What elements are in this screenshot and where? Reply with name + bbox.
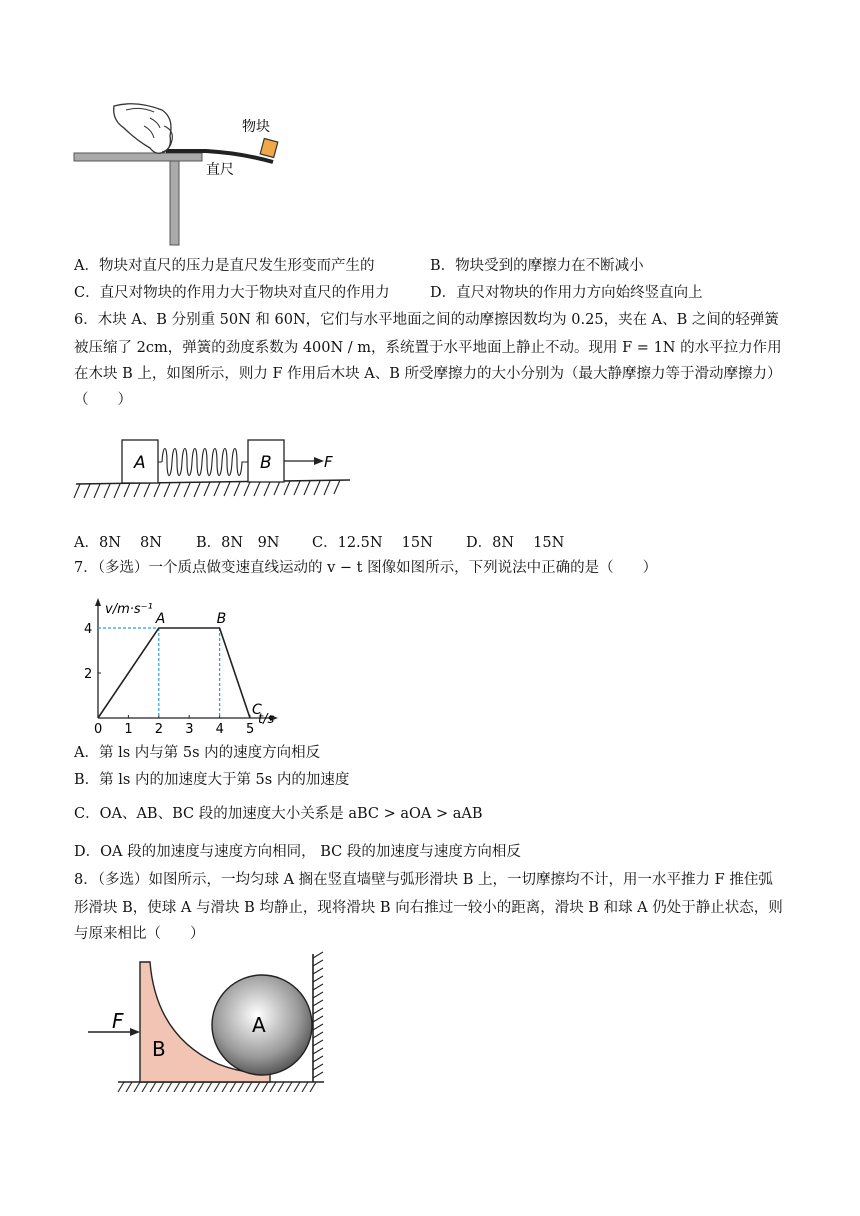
q6-option-b: B．8N 9N [196,535,280,551]
y-tick-label: 4 [84,622,93,637]
point-label: A [155,611,166,627]
q5-option-a: A．物块对直尺的压力是直尺发生形变而产生的 [74,258,375,274]
q7-option-c [74,804,483,824]
q6-option-c: C．12.5N 15N [312,535,433,551]
block-b-label: B [260,453,272,473]
q5-option-c: C．直尺对物块的作用力大于物块对直尺的作用力 [74,285,390,301]
x-tick-label: 5 [246,722,255,736]
x-axis-label: t/s [258,712,275,727]
q6-answer-bracket: （ ） [74,392,132,408]
force-label: F [324,453,333,471]
q7-option-d: D．OA 段的加速度与速度方向相同， BC 段的加速度与速度方向相反 [74,844,521,860]
point-label: C [252,702,262,718]
slider-b-label: B [152,1037,166,1061]
point-label: B [216,611,227,627]
q8-stem-line1: 8．（多选）如图所示，一均匀球 A 搁在竖直墙壁与弧形滑块 B 上，一切摩擦均不计，用一水平推力 F 推住弧 [74,872,773,888]
block-label: 物块 [242,119,270,135]
push-force-label: F [112,1009,124,1033]
vt-series-line [98,628,250,718]
q7-option-b: B．第 ls 内的加速度大于第 5s 内的加速度 [74,772,350,788]
spring [158,449,248,476]
ball-slider-figure [84,948,334,1098]
q6-stem-line2: 被压缩了 2cm，弹簧的劲度系数为 400N / m，系统置于水平地面上静止不动。现用 F = 1N 的水平拉力作用 [74,340,782,356]
q7-option-a: A．第 ls 内与第 5s 内的速度方向相反 [74,745,321,761]
x-tick-label: 1 [124,722,133,736]
q7-option-c-text: C．OA、AB、BC 段的加速度大小关系是 aBC > aOA > aAB [74,806,483,822]
y-tick-label: 2 [84,667,93,682]
q7-stem: 7．（多选）一个质点做变速直线运动的 v − t 图像如图所示，下列说法中正确的是（ ） [74,560,658,576]
q6-option-d: D．8N 15N [466,535,565,551]
x-tick-label: 4 [215,722,224,736]
x-tick-label: 3 [185,722,194,736]
q6-option-a: A．8N 8N [74,535,162,551]
spring-blocks-figure [70,430,356,506]
q8-stem-line3: 与原来相比（ ） [74,926,205,942]
y-axis-label: v/m·s⁻¹ [105,602,153,617]
push-force-arrow-head [130,1028,140,1036]
q6-stem-line3: 在木块 B 上，如图所示，则力 F 作用后木块 A、B 所受摩擦力的大小分别为（最大静摩擦力等于滑动摩擦力） [74,366,782,382]
q5-option-b: B．物块受到的摩擦力在不断减小 [430,258,644,274]
x-tick-label: 2 [154,722,164,736]
force-arrow-head [314,457,324,465]
ruler-figure [66,96,296,248]
y-axis-arrow [95,598,101,606]
q8-stem-line2: 形滑块 B，使球 A 与滑块 B 均静止，现将滑块 B 向右推过一较小的距离，滑块 B 和球 A 仍处于静止状态，则 [74,900,783,916]
x-tick-label: 0 [94,722,103,736]
q6-stem-line1: 6．木块 A、B 分别重 50N 和 60N，它们与水平地面之间的动摩擦因数均为 0.25，夹在 A、B 之间的轻弹簧 [74,312,779,328]
ball-a-label: A [252,1013,266,1037]
q5-option-d: D．直尺对物块的作用力方向始终竖直向上 [430,285,703,301]
ruler-label: 直尺 [206,162,234,178]
vt-chart [76,592,286,736]
block-a-label: A [134,453,146,473]
